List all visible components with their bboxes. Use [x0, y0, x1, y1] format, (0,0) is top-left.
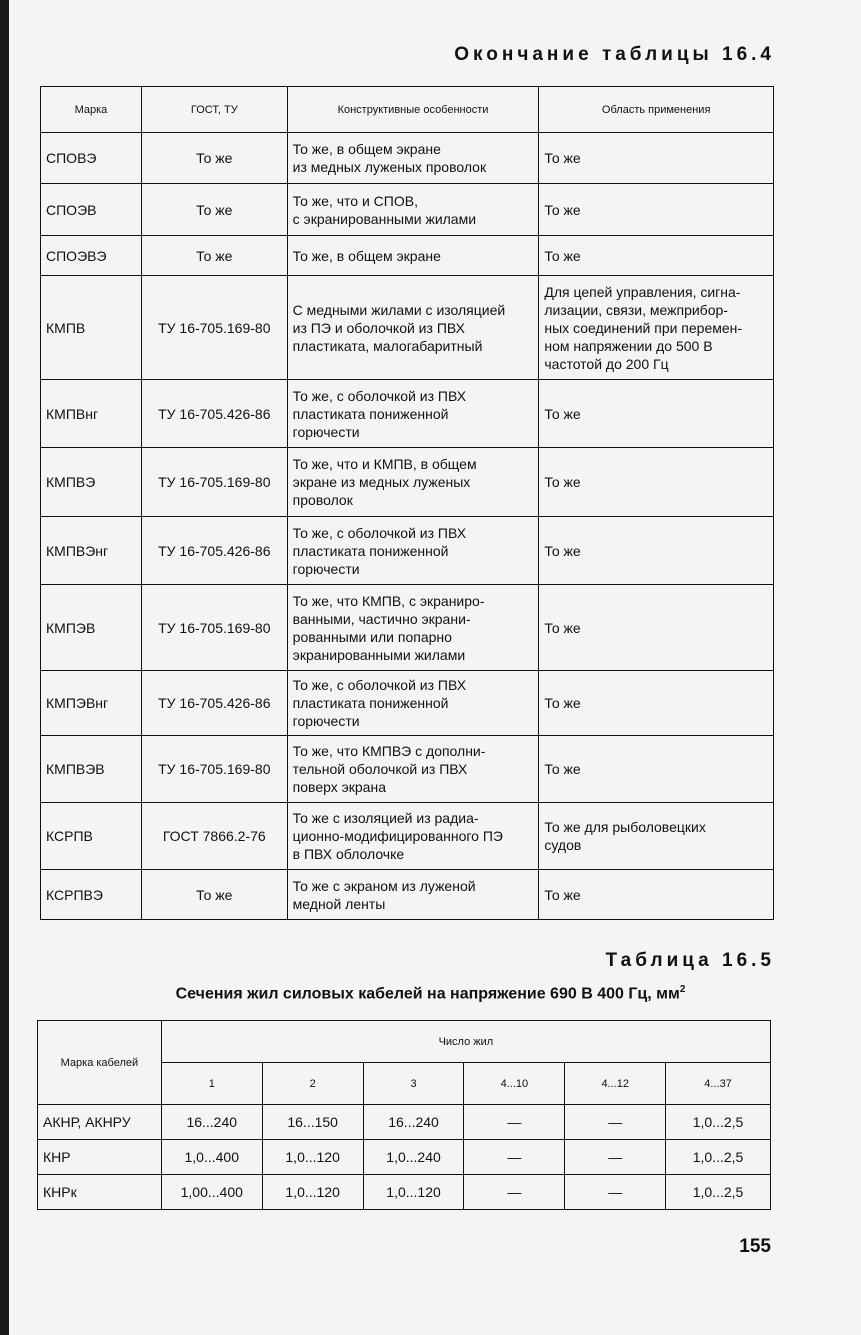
header-application: Область применения	[539, 87, 774, 133]
cell-design: То же, с оболочкой из ПВХ пластиката пониженной горючести	[287, 380, 539, 448]
table-row	[38, 1105, 771, 1140]
cell-gost: То же	[141, 236, 287, 276]
cell-section: —	[464, 1175, 565, 1210]
cell-gost: То же	[141, 870, 287, 920]
table-16-5-caption	[0, 984, 861, 1003]
header-cores-3: 4...10	[464, 1063, 565, 1105]
cell-application: То же	[539, 870, 774, 920]
cell-design: То же, в общем экране из медных луженых проволок	[287, 133, 539, 184]
cell-design: То же, с оболочкой из ПВХ пластиката пониженной горючести	[287, 517, 539, 585]
cell-brand: СПОЭВ	[41, 184, 142, 236]
cell-gost: ТУ 16-705.426-86	[141, 671, 287, 736]
continuation-title: Окончание таблицы 16.4	[454, 44, 775, 65]
table-row	[41, 276, 774, 380]
header-cores-5: 4...37	[666, 1063, 771, 1105]
cell-brand: КСРПВ	[41, 803, 142, 870]
table-row	[41, 133, 774, 184]
cell-design: То же, в общем экране	[287, 236, 539, 276]
cell-section: —	[464, 1140, 565, 1175]
cell-section: —	[565, 1175, 666, 1210]
cell-brand: КСРПВЭ	[41, 870, 142, 920]
cell-design: То же, с оболочкой из ПВХ пластиката пониженной горючести	[287, 671, 539, 736]
table-row	[41, 517, 774, 585]
cell-section: 16...150	[262, 1105, 363, 1140]
cell-section: —	[464, 1105, 565, 1140]
cell-cable-brand: АКНР, АКНРУ	[38, 1105, 162, 1140]
cell-section: 1,0...240	[363, 1140, 464, 1175]
cell-design: То же, что КМПВЭ с дополни- тельной оболочкой из ПВХ поверх экрана	[287, 736, 539, 803]
cell-brand: КМПВнг	[41, 380, 142, 448]
header-cable-brand: Марка кабелей	[38, 1021, 162, 1105]
cell-design: То же, что КМПВ, с экраниро- ванными, частично экрани- рованными или попарно экранированными жилами	[287, 585, 539, 671]
cell-gost: ТУ 16-705.426-86	[141, 517, 287, 585]
cell-brand: КМПВ	[41, 276, 142, 380]
cell-section: 1,0...120	[363, 1175, 464, 1210]
cell-cable-brand: КНРк	[38, 1175, 162, 1210]
cell-design: С медными жилами с изоляцией из ПЭ и оболочкой из ПВХ пластиката, малогабаритный	[287, 276, 539, 380]
cell-application: То же	[539, 517, 774, 585]
cell-application: То же	[539, 184, 774, 236]
cell-gost: ТУ 16-705.426-86	[141, 380, 287, 448]
cell-application: То же	[539, 448, 774, 517]
cell-section: 1,0...2,5	[666, 1105, 771, 1140]
table-row	[41, 380, 774, 448]
table-row	[41, 736, 774, 803]
cell-section: 16...240	[161, 1105, 262, 1140]
header-cores-0: 1	[161, 1063, 262, 1105]
table-row	[41, 803, 774, 870]
cell-design: То же, что и СПОВ, с экранированными жилами	[287, 184, 539, 236]
cell-gost: ТУ 16-705.169-80	[141, 585, 287, 671]
cell-section: —	[565, 1140, 666, 1175]
table-row	[41, 448, 774, 517]
cell-application: Для цепей управления, сигна- лизации, связи, межприбор- ных соединений при перемен- ном напряжении до 500 В частотой до 200 Гц	[539, 276, 774, 380]
cell-section: 1,0...2,5	[666, 1140, 771, 1175]
cell-gost: ТУ 16-705.169-80	[141, 276, 287, 380]
cell-application: То же	[539, 236, 774, 276]
cell-section: 1,0...2,5	[666, 1175, 771, 1210]
cell-brand: СПОВЭ	[41, 133, 142, 184]
header-cores-1: 2	[262, 1063, 363, 1105]
cell-brand: КМПВЭнг	[41, 517, 142, 585]
cell-application: То же для рыболовецких судов	[539, 803, 774, 870]
table-row	[38, 1175, 771, 1210]
table-row	[38, 1140, 771, 1175]
cell-gost: ТУ 16-705.169-80	[141, 448, 287, 517]
table-header-row	[38, 1021, 771, 1063]
cell-section: 1,0...120	[262, 1175, 363, 1210]
page-number: 155	[739, 1236, 771, 1257]
cell-design: То же с изоляцией из радиа- ционно-модифицированного ПЭ в ПВХ облолочке	[287, 803, 539, 870]
cell-brand: СПОЭВЭ	[41, 236, 142, 276]
cell-application: То же	[539, 671, 774, 736]
cell-gost: ГОСТ 7866.2-76	[141, 803, 287, 870]
cell-gost: ТУ 16-705.169-80	[141, 736, 287, 803]
cell-section: 16...240	[363, 1105, 464, 1140]
cell-application: То же	[539, 736, 774, 803]
table-16-5	[37, 1020, 771, 1210]
cell-application: То же	[539, 133, 774, 184]
cell-section: 1,0...400	[161, 1140, 262, 1175]
header-cores-2: 3	[363, 1063, 464, 1105]
page-edge	[0, 0, 9, 1335]
cell-section: —	[565, 1105, 666, 1140]
cell-gost: То же	[141, 133, 287, 184]
table-row	[41, 184, 774, 236]
cell-brand: КМПЭВнг	[41, 671, 142, 736]
table-16-4	[40, 86, 774, 920]
cell-application: То же	[539, 585, 774, 671]
table-16-5-title: Таблица 16.5	[605, 950, 775, 971]
table-row	[41, 671, 774, 736]
cell-section: 1,0...120	[262, 1140, 363, 1175]
cell-design: То же с экраном из луженой медной ленты	[287, 870, 539, 920]
header-cores-4: 4...12	[565, 1063, 666, 1105]
table-row	[41, 585, 774, 671]
header-design: Конструктивные особенности	[287, 87, 539, 133]
header-core-count: Число жил	[161, 1021, 770, 1063]
table-row	[41, 236, 774, 276]
cell-section: 1,00...400	[161, 1175, 262, 1210]
cell-brand: КМПВЭВ	[41, 736, 142, 803]
table-row	[41, 870, 774, 920]
caption-text: Сечения жил силовых кабелей на напряжение 690 В 400 Гц, мм	[175, 985, 680, 1003]
cell-brand: КМПЭВ	[41, 585, 142, 671]
header-brand: Марка	[41, 87, 142, 133]
cell-gost: То же	[141, 184, 287, 236]
cell-brand: КМПВЭ	[41, 448, 142, 517]
header-gost: ГОСТ, ТУ	[141, 87, 287, 133]
cell-cable-brand: КНР	[38, 1140, 162, 1175]
table-header-row	[41, 87, 774, 133]
cell-application: То же	[539, 380, 774, 448]
caption-superscript: 2	[679, 984, 686, 995]
cell-design: То же, что и КМПВ, в общем экране из медных луженых проволок	[287, 448, 539, 517]
